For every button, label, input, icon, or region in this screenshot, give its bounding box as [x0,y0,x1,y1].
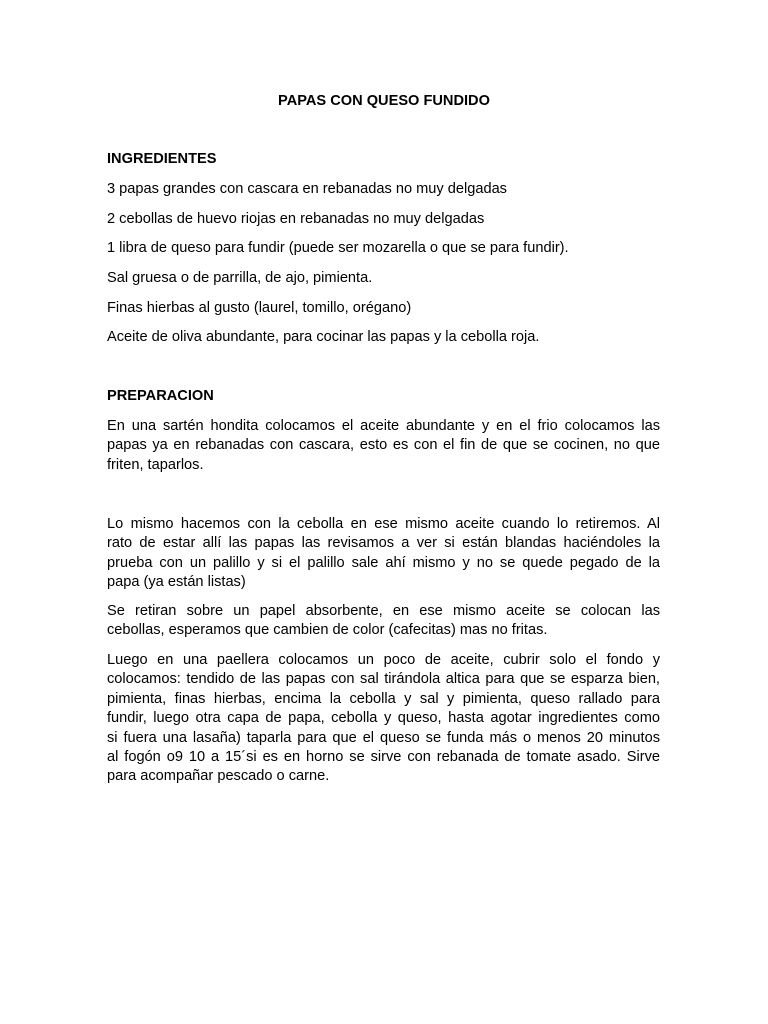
paragraph-line: friten, taparlos. [107,456,204,473]
ingredient-item: 1 libra de queso para fundir (puede ser mozarella o que se para fundir). [107,240,569,256]
ingredients-heading: INGREDIENTES [107,151,217,167]
paragraph-line: papa (ya están listas) [107,574,246,591]
ingredient-item: Sal gruesa o de parrilla, de ajo, pimienta. [107,270,373,286]
paragraph-line: Luego en una paellera colocamos un poco de aceite, cubrir solo el fondo y [107,652,660,668]
preparation-paragraph [107,651,660,787]
preparation-paragraph [107,602,660,641]
preparation-heading: PREPARACION [107,388,214,404]
paragraph-line: si fuera una lasaña) taparla para que el queso se funda más o menos 20 minutos [107,729,660,746]
paragraph-line: para acompañar pescado o carne. [107,768,330,785]
ingredient-item: 3 papas grandes con cascara en rebanadas no muy delgadas [107,181,507,197]
ingredient-item: Aceite de oliva abundante, para cocinar las papas y la cebolla roja. [107,329,540,345]
preparation-paragraph [107,417,660,475]
preparation-paragraph [107,515,660,593]
paragraph-line: prueba con un palillo y si el palillo sale ahí mismo y no se quede pegado de la [107,554,660,571]
document-title: PAPAS CON QUESO FUNDIDO [278,93,490,109]
paragraph-line: al fogón o9 10 a 15´si es en horno se sirve con rebanada de tomate asado. Sirve [107,749,660,766]
paragraph-line: pimienta, finas hierbas, encima la cebolla y sal y pimienta, queso rallado para [107,690,660,707]
paragraph-line: rato de estar allí las papas las revisamos a ver si están blandas haciéndoles la [107,535,660,552]
ingredient-item: 2 cebollas de huevo riojas en rebanadas no muy delgadas [107,211,485,227]
paragraph-line: colocamos: tendido de las papas con sal tirándola altica para que se esparza bien, [107,671,660,688]
paragraph-line: fundir, luego otra capa de papa, cebolla y queso, hasta agotar ingredientes como [107,710,660,727]
paragraph-line: En una sartén hondita colocamos el aceite abundante y en el frio colocamos las [107,418,660,434]
paragraph-line: Lo mismo hacemos con la cebolla en ese mismo aceite cuando lo retiremos. Al [107,516,660,532]
paragraph-line: papas ya en rebanadas con cascara, esto es con el fin de que se cocinen, no que [107,437,660,454]
paragraph-line: cebollas, esperamos que cambien de color (cafecitas) mas no fritas. [107,622,548,639]
paragraph-line: Se retiran sobre un papel absorbente, en ese mismo aceite se colocan las [107,603,660,619]
ingredient-item: Finas hierbas al gusto (laurel, tomillo, orégano) [107,300,412,316]
